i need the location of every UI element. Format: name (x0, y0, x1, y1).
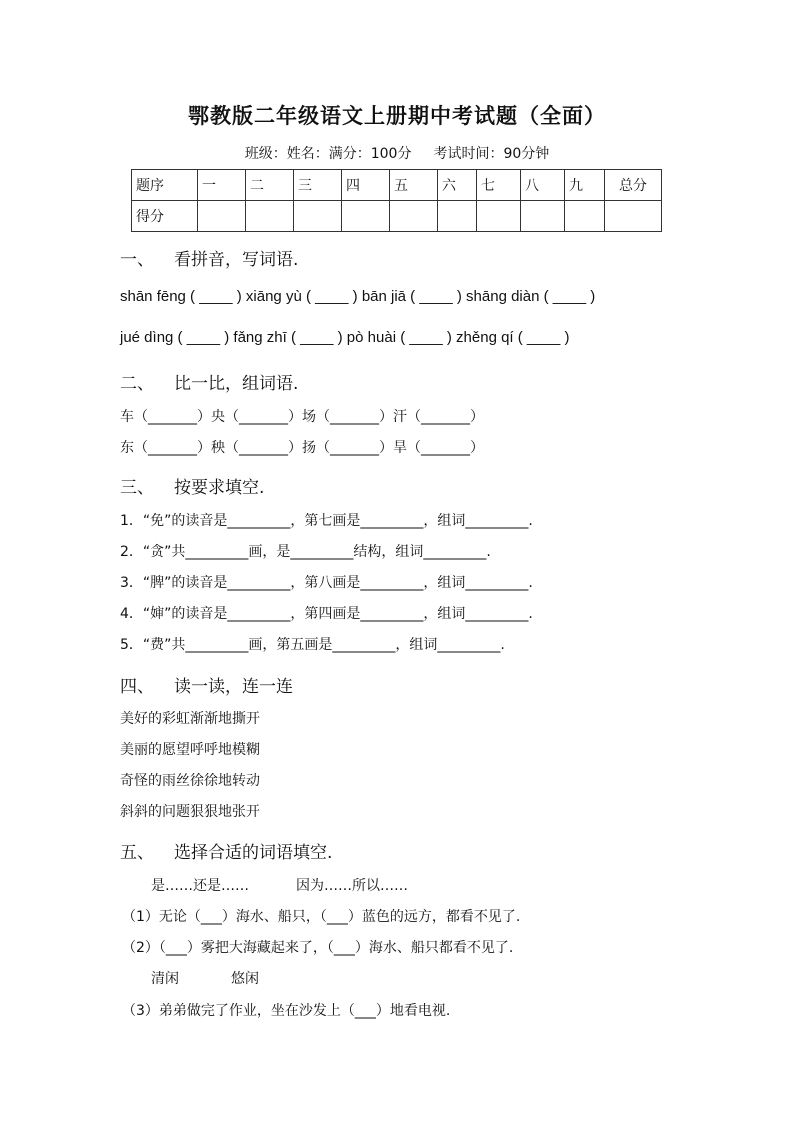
match-item-3: 奇怪的雨丝徐徐地转动 (120, 773, 260, 789)
compare-line-1: 车（_______）央（_______）场（_______）汗（_______） (120, 409, 484, 425)
section-number: 二、 (120, 374, 154, 394)
score-header-cell: 五 (390, 170, 438, 201)
score-header-cell: 八 (521, 170, 565, 201)
fill-item-3: 3．“脾”的读音是_________，第八画是_________，组词_________. (120, 575, 533, 591)
question-2: （2）（___）雾把大海藏起来了，（___）海水、船只都看不见了. (122, 940, 514, 956)
score-header-cell: 九 (565, 170, 605, 201)
score-cell[interactable] (342, 201, 390, 232)
section-1-heading (120, 245, 298, 270)
score-header-cell: 七 (477, 170, 521, 201)
section-number: 三、 (120, 478, 154, 498)
page-title: 鄂教版二年级语文上册期中考试题（全面） (188, 103, 606, 128)
section-number: 一、 (120, 250, 154, 270)
score-header-cell: 四 (342, 170, 390, 201)
section-3-heading (120, 473, 264, 498)
score-cell[interactable] (521, 201, 565, 232)
exam-info-left: 班级：姓名：满分：100分 (244, 146, 412, 162)
exam-info-right: 考试时间：90分钟 (433, 146, 550, 162)
score-header-cell: 总分 (605, 170, 662, 201)
exam-info (0, 143, 794, 163)
score-header-cell: 题序 (132, 170, 198, 201)
section-number: 五、 (120, 843, 154, 863)
section-2-heading (120, 369, 298, 394)
section-4-heading (120, 672, 293, 697)
pinyin-line-1: shān fēng ( ____ ) xiāng yù ( ____ ) bān jiā ( ____ ) shāng diàn ( ____ ) (120, 288, 596, 305)
section-title: 看拼音，写词语. (174, 250, 299, 270)
score-table-score-row (132, 201, 662, 232)
score-cell[interactable] (438, 201, 477, 232)
section-title: 比一比，组词语. (174, 374, 299, 394)
score-cell[interactable] (198, 201, 246, 232)
match-item-2: 美丽的愿望呼呼地模糊 (120, 742, 260, 758)
match-item-1: 美好的彩虹渐渐地撕开 (120, 711, 260, 727)
question-3: （3）弟弟做完了作业，坐在沙发上（___）地看电视. (122, 1003, 451, 1019)
score-cell[interactable] (294, 201, 342, 232)
fill-item-1: 1．“免”的读音是_________，第七画是_________，组词_________. (120, 513, 533, 529)
score-cell[interactable] (565, 201, 605, 232)
fill-item-4: 4．“婶”的读音是_________，第四画是_________，组词_________. (120, 606, 533, 622)
section-number: 四、 (120, 677, 154, 697)
match-item-4: 斜斜的问题狠狠地张开 (120, 804, 260, 820)
section-5-heading (120, 838, 332, 863)
section-title: 选择合适的词语填空. (174, 843, 333, 863)
score-row-label: 得分 (132, 201, 198, 232)
fill-item-5: 5．“费”共_________画，第五画是_________，组词_________. (120, 637, 505, 653)
score-table-header-row (132, 170, 662, 201)
section-title: 按要求填空. (174, 478, 265, 498)
score-header-cell: 六 (438, 170, 477, 201)
section-title: 读一读，连一连 (174, 677, 293, 697)
pinyin-line-2: jué dìng ( ____ ) fǎng zhī ( ____ ) pò huài ( ____ ) zhěng qí ( ____ ) (120, 329, 570, 346)
word-choice-2: 因为……所以…… (296, 878, 408, 894)
score-cell[interactable] (246, 201, 294, 232)
score-header-cell: 二 (246, 170, 294, 201)
compare-line-2: 东（_______）秧（_______）扬（_______）旱（_______） (120, 440, 484, 456)
score-cell[interactable] (390, 201, 438, 232)
score-header-cell: 一 (198, 170, 246, 201)
fill-item-2: 2．“贪”共_________画，是_________结构，组词_________. (120, 544, 491, 560)
question-1: （1）无论（___）海水、船只，（___）蓝色的远方，都看不见了. (122, 909, 521, 925)
score-cell[interactable] (605, 201, 662, 232)
score-table (131, 169, 662, 232)
word-choice-3: 清闲 (151, 971, 179, 987)
score-cell[interactable] (477, 201, 521, 232)
word-choice-4: 悠闲 (231, 971, 259, 987)
score-header-cell: 三 (294, 170, 342, 201)
word-choice-1: 是……还是…… (151, 878, 249, 894)
